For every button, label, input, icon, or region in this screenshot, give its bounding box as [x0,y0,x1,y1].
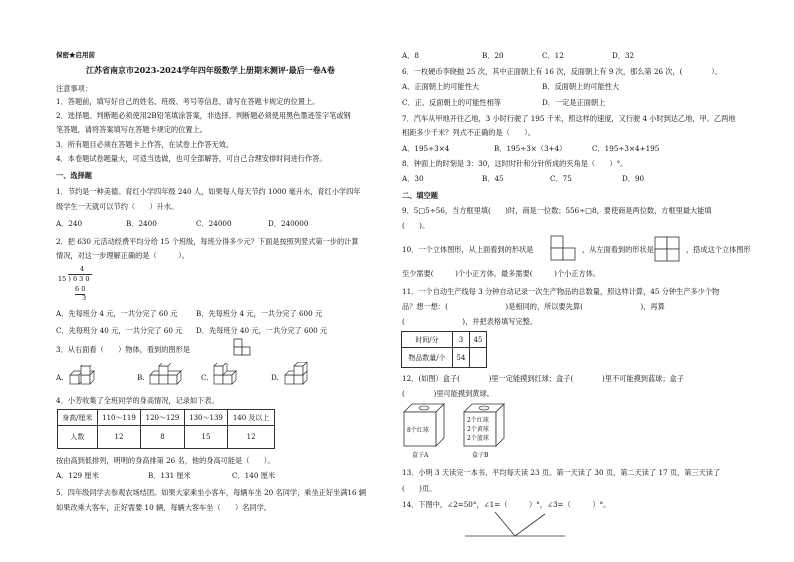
q8-option-c[interactable]: C．75 [550,174,572,183]
note-item: 1．答题前，填写好自己的姓名、班级、考号等信息，请写在答题卡规定的位置上。 [56,97,320,106]
q6-option-d[interactable]: D．一定是正面朝上 [542,98,606,107]
q13-text: 13．小明 3 天读完一本书，平均每天读 23 页。第一天读了 30 页，第二天读了 17 页，第三天读了 [402,468,721,477]
q1-text: 1．节约是一种美德。育红小学四年级 240 人，如果每人每天节约 1000 毫升水，育红小学四年 [56,187,361,196]
q3-option-c[interactable]: C. [201,373,209,382]
q6-option-c[interactable]: C．正、反面朝上的可能性相等 [402,98,501,107]
q2-option-b[interactable]: B．先每班分 4 元，一共分完了 600 元 [196,309,323,318]
q3-option-d-cubes [283,362,317,387]
note-item: 4．本卷题试卷题量大，可适当选做，也可全部解答，可自己合理安排时间进行作答。 [56,154,327,163]
q1-text: 级学生一天就可以节约（ ）升水。 [56,202,179,211]
q2-option-d[interactable]: D．先每班分 40 元，一共分完了 600 元 [196,326,328,335]
q5-text: 5．四年级同学去参观农场结团。如果大家乘坐小客车，每辆车坐 20 名同学，乘坐正好坐满16 辆 [56,488,367,497]
box-a-label: 盒子A [412,452,429,459]
notes-heading: 注意事项： [56,84,92,93]
angle-figure [455,510,575,540]
q10-text: 至少需要( )个小正方体，最多需要( )个小正方体。 [402,269,601,278]
box-a-content: 8个红球 [407,427,429,434]
box-b-label: 盒子B [472,452,489,459]
note-item: 笔答题，请将答案填写在答题卡规定的位置上。 [56,125,207,134]
q5-option-d[interactable]: D．32 [612,51,635,60]
q4-text: 按由高到低排列，明明的身高排第 26 名，他的身高可能是（ ）。 [56,456,275,465]
q7-option-c[interactable]: C．195÷3×4+195 [592,144,660,153]
q11-text: ( )，并把表格填写完整。 [402,317,537,326]
q6-option-a[interactable]: A．正面朝上的可能性大 [402,82,480,91]
q5-text: 如果改乘大客车，正好需要 10 辆，每辆大客车坐（ ）名同学。 [56,503,271,512]
box-b-content: 2个黄球 [467,426,489,433]
production-table [401,331,487,368]
note-item: 2．选择题、判断题必须使用2B铅笔填涂答案，非选择、判断题必须使用黑色墨迹签字笔或钢 [56,111,351,120]
q10-left-view-shape [654,236,682,264]
q6-text: 6．一枚硬币李晓抛 25 次，其中正面朝上有 16 次，反面朝上有 9 次，那么第 26 次，( ）。 [402,67,723,76]
q3-option-a[interactable]: A. [56,373,64,382]
table-row: 时间/分 3 45 [402,332,487,348]
q6-option-b[interactable]: B．反面朝上的可能性大 [542,82,620,91]
table-header-row: 身高/厘米 110～119 120～129 130～139 140 及以上 [58,410,275,426]
q1-option-b[interactable]: B．2400 [126,219,157,228]
q3-option-a-cubes [68,365,100,387]
q2-option-c[interactable]: C．先每班分 40 元，一共分完了 60 元 [56,326,183,335]
height-table [57,409,275,449]
q9-text: 9．5□5÷56，当方框里填( )时，商是一位数；556÷□8，要使商是两位数，方框里最大能填 [402,206,712,215]
q2-option-a[interactable]: A．先每班分 4 元，一共分完了 60 元 [56,309,178,318]
q2-text: 2．把 630 元活动经费平均分给 15 个班级，每班分得多少元？下面是按照列竖式第一步的计算 [56,237,359,246]
q7-option-b[interactable]: B．195÷3×（3+4） [494,144,567,153]
box-b-content: 2个红球 [467,417,489,424]
q9-text: ( )。 [402,221,430,230]
page-title: 江苏省南京市2023-2024学年四年级数学上册期末测评·最后一卷A卷 [86,65,335,75]
q4-option-a[interactable]: A．129 厘米 [56,471,99,480]
table-row: 物品数量/个 54 [402,348,487,368]
q7-option-a[interactable]: A．195÷3×4 [402,144,450,153]
box-a-figure [402,402,446,448]
q3-option-c-cubes [212,363,248,387]
section-heading-choice: 一、选择题 [56,171,92,180]
q4-option-c[interactable]: C．140 厘米 [232,471,276,480]
q14-text: 14．下图中，∠2=50°，∠1=（ ）°，∠3=（ ）°。 [402,500,611,509]
q11-text: 11．一个自动生产线每 3 分钟自动记录一次生产物品的总数量，照这样计算，45 分钟生产多少个物 [402,287,720,296]
q8-text: 8．钟面上的时刻是 3：30，这时时针和分针所成的夹角是（ ）°。 [402,159,628,168]
q12-text: 12．(如图）盒子( )里一定能摸到红球；盒子( )里不可能摸到蓝球；盒子 [402,374,684,383]
q7-text: 相距多少千米？列式不正确的是（ ）。 [402,128,535,137]
q1-option-d[interactable]: D．240000 [268,219,309,228]
answer-cell[interactable] [470,348,487,368]
q4-option-b[interactable]: B．131 厘米 [148,471,191,480]
q13-text: ( )页。 [402,484,437,493]
q2-text: 情况，对这一步理解正确的是（ ）。 [56,251,189,260]
q3-option-b-cubes [148,363,188,387]
q3-text: 3．从右面看（ ）物体，看到的图形是 [56,345,190,354]
box-b-content: 2个蓝球 [467,435,489,442]
q10-top-view-shape [550,235,578,263]
section-heading-fill: 二、填空题 [402,191,438,200]
q5-option-b[interactable]: B．20 [482,51,504,60]
q3-option-b[interactable]: B. [137,373,145,382]
table-row: 人数 12 8 15 12 [58,426,275,449]
q3-option-d[interactable]: D. [271,373,279,382]
q1-option-a[interactable]: A．240 [56,219,83,228]
q8-option-d[interactable]: D．90 [622,174,645,183]
q8-option-a[interactable]: A．30 [402,174,424,183]
q8-option-b[interactable]: B．45 [482,174,504,183]
q11-text: 品？想一想：( )是相同的，所以要先算( )，再算 [402,302,665,311]
q10-text: 10．一个立体图形，从上面看到的形状是 [402,245,534,254]
q3-view-shape [233,338,255,356]
q7-text: 7．汽车从甲地开往乙地，3 小时行驶了 195 千米，照这样的速度，又行驶 4 小时到达乙地，甲、乙两地 [402,114,736,123]
q4-text: 4．小芳收集了全班同学的身高情况，记录如下表。 [56,396,219,405]
q5-option-c[interactable]: C．12 [542,51,564,60]
note-item: 3．所有题目必须在答题卡上作答，在试卷上作答无效。 [56,140,234,149]
q5-option-a[interactable]: A．8 [402,51,419,60]
q10-text: ，从左面看到的形状是 [582,245,654,254]
q10-text: ，搭成这个立体图形 [686,245,751,254]
confidential-mark: 保密★启用前 [56,51,95,59]
q1-option-c[interactable]: C．24000 [196,219,232,228]
q12-text: ( )里可能摸到黄球。 [402,389,494,398]
